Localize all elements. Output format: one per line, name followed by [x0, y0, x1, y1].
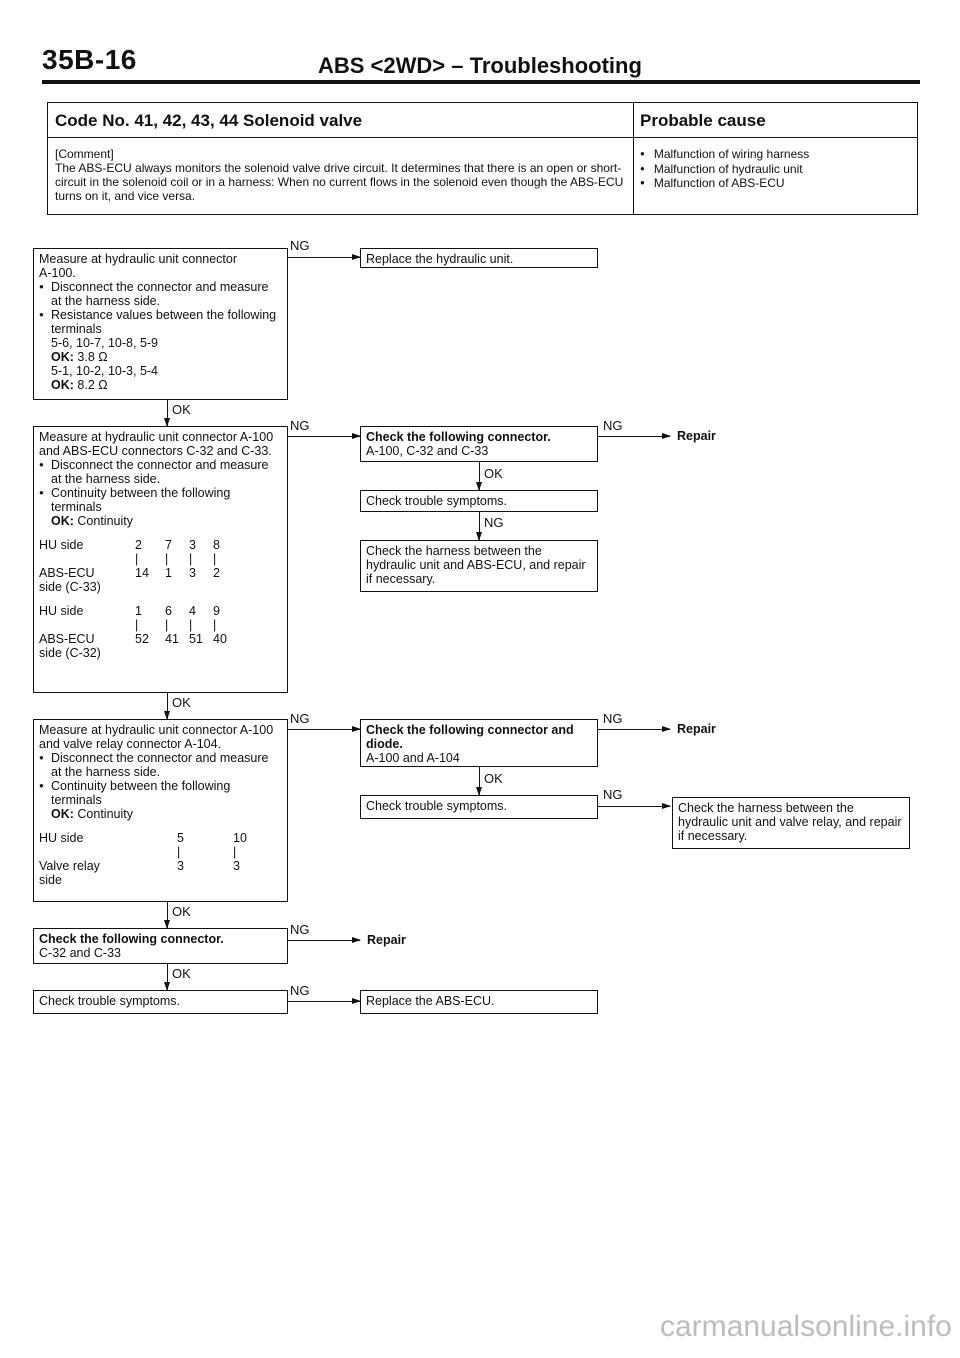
step3-trouble-box	[360, 795, 598, 819]
step2-check-title: Check the following connector.	[366, 430, 551, 444]
table-row-label: side (C-33)	[39, 580, 101, 594]
probable-cause-list	[640, 148, 809, 192]
replace-abs-ecu-box	[360, 990, 598, 1014]
comment-label: [Comment]	[55, 147, 114, 161]
step3-ok-label: OK:	[51, 807, 74, 821]
step2-bullet2: ● Continuity between the following terminals	[39, 486, 282, 514]
step3-check-ng-label: NG	[603, 711, 623, 726]
step2-trouble-ng-label: NG	[484, 515, 504, 530]
table-row-label: HU side	[39, 538, 84, 552]
step3-check-ok-arrow	[479, 767, 480, 795]
table-cell: 41	[165, 632, 179, 646]
cause-item: ● Malfunction of ABS-ECU	[640, 177, 809, 192]
step1-box	[33, 248, 288, 400]
step2-ok-value: Continuity	[77, 514, 133, 528]
header-column-divider	[633, 103, 634, 214]
table-cell: 3	[233, 859, 240, 873]
step2-harness-box	[360, 540, 598, 592]
step1-ng-arrow	[288, 257, 360, 258]
page-title: ABS <2WD> – Troubleshooting	[318, 53, 642, 78]
step3-repair: Repair	[677, 722, 716, 736]
step3-check-connector-box	[360, 719, 598, 767]
step5-ng-arrow	[288, 1001, 360, 1002]
table-cell: 1	[165, 566, 172, 580]
step2-trouble-text: Check trouble symptoms.	[366, 494, 508, 508]
step3-check-sub: A-100 and A-104	[366, 751, 460, 765]
table-cell: 6	[165, 604, 172, 618]
step5-box	[33, 990, 288, 1014]
step2-check-ok-label: OK	[484, 466, 503, 481]
replace-hydraulic-unit-box	[360, 248, 598, 268]
step4-ok-arrow	[167, 964, 168, 990]
step3-terminal-table: HU side 5 10 | | Valve relay 3 3	[39, 831, 282, 873]
step2-terminal-table-c33: HU side 2 7 3 8 | | | | ABS-ECU 14 1 3 2	[39, 538, 282, 580]
step3-trouble-ng-arrow	[598, 806, 670, 807]
table-cell: 4	[189, 604, 196, 618]
step1-ok-label: OK	[172, 402, 191, 417]
step3-box	[33, 719, 288, 902]
table-cell: 1	[135, 604, 142, 618]
step2-check-sub: A-100, C-32 and C-33	[366, 444, 489, 458]
step5-ng-label: NG	[290, 983, 310, 998]
step3-check-ok-label: OK	[484, 771, 503, 786]
replace-abs-ecu-text: Replace the ABS-ECU.	[366, 994, 495, 1008]
step3-ok-label: OK	[172, 904, 191, 919]
step2-trouble-box	[360, 490, 598, 512]
step1-ok-arrow	[167, 400, 168, 426]
step4-ok-label: OK	[172, 966, 191, 981]
table-row-label: ABS-ECU	[39, 632, 95, 646]
step3-trouble-ng-label: NG	[603, 787, 623, 802]
step4-ng-label: NG	[290, 922, 310, 937]
step2-check-ng-label: NG	[603, 418, 623, 433]
probable-cause-title: Probable cause	[640, 111, 766, 130]
step1-line2: A-100.	[39, 266, 76, 280]
step3-bullet2: ● Continuity between the following terminals	[39, 779, 282, 807]
step2-box	[33, 426, 288, 693]
step2-check-ng-arrow	[598, 436, 670, 437]
table-row-label: side	[39, 873, 62, 887]
step4-box	[33, 928, 288, 964]
step3-ok-value: Continuity	[77, 807, 133, 821]
table-cell: 2	[135, 538, 142, 552]
table-row-label: HU side	[39, 604, 84, 618]
step1-ok2-value: 8.2 Ω	[77, 378, 108, 392]
step3-ng-label: NG	[290, 711, 310, 726]
step1-ng-label: NG	[290, 238, 310, 253]
step2-ng-label: NG	[290, 418, 310, 433]
step1-bullet2: ● Resistance values between the following terminals	[39, 308, 282, 336]
step3-harness-text: Check the harness between the hydraulic unit and valve relay, and repair if necessary.	[678, 801, 902, 843]
step1-terms2: 5-1, 10-2, 10-3, 5-4	[51, 364, 159, 378]
step2-ok-label: OK:	[51, 514, 74, 528]
table-cell: 3	[189, 566, 196, 580]
table-cell: 10	[233, 831, 247, 845]
step2-ok-label: OK	[172, 695, 191, 710]
step1-terms1: 5-6, 10-7, 10-8, 5-9	[51, 336, 159, 350]
step2-ng-arrow	[288, 436, 360, 437]
step1-ok1-value: 3.8 Ω	[77, 350, 108, 364]
replace-hydraulic-unit-text: Replace the hydraulic unit.	[366, 252, 514, 266]
step2-repair: Repair	[677, 429, 716, 443]
step2-line1: Measure at hydraulic unit connector A-100 and ABS-ECU connectors C-32 and C-33.	[39, 430, 274, 458]
table-cell: 8	[213, 538, 220, 552]
step2-check-ok-arrow	[479, 462, 480, 490]
header-divider	[48, 137, 917, 138]
step3-line1: Measure at hydraulic unit connector A-100 and valve relay connector A-104.	[39, 723, 274, 751]
table-cell: 7	[165, 538, 172, 552]
table-cell: 52	[135, 632, 149, 646]
title-rule	[42, 80, 920, 84]
table-cell: 9	[213, 604, 220, 618]
step5-text: Check trouble symptoms.	[39, 994, 181, 1008]
step3-check-title: Check the following connector and diode.	[366, 723, 574, 751]
step4-repair: Repair	[367, 933, 406, 947]
page-number: 35B-16	[42, 44, 137, 75]
table-cell: 40	[213, 632, 227, 646]
comment-text: The ABS-ECU always monitors the solenoid valve drive circuit. It determines that there is an open or short-circuit in the solenoid coil or in a harness: When no current flows in the solenoid even though the ABS-ECU turns on it, and vice versa.	[55, 161, 624, 203]
table-cell: 3	[177, 859, 184, 873]
table-row-label: HU side	[39, 831, 84, 845]
step2-check-connector-box	[360, 426, 598, 462]
comment-block	[55, 147, 630, 203]
step2-harness-text: Check the harness between the hydraulic unit and ABS-ECU, and repair if necessary.	[366, 544, 586, 586]
table-cell: 3	[189, 538, 196, 552]
step2-terminal-table-c32: HU side 1 6 4 9 | | | | ABS-ECU 52 41 51 40	[39, 604, 282, 646]
step4-ng-arrow	[288, 940, 360, 941]
cause-item: ● Malfunction of wiring harness	[640, 148, 809, 163]
cause-item: ● Malfunction of hydraulic unit	[640, 163, 809, 178]
step1-ok1-label: OK:	[51, 350, 74, 364]
code-title: Code No. 41, 42, 43, 44 Solenoid valve	[55, 111, 363, 130]
table-row-label: Valve relay	[39, 859, 100, 873]
step2-ok-arrow	[167, 693, 168, 719]
step3-harness-box	[672, 797, 910, 849]
step3-trouble-text: Check trouble symptoms.	[366, 799, 508, 813]
table-cell: 51	[189, 632, 203, 646]
table-cell: 2	[213, 566, 220, 580]
watermark: carmanualsonline.info	[660, 1310, 952, 1343]
step1-ok2-label: OK:	[51, 378, 74, 392]
table-cell: 14	[135, 566, 149, 580]
step4-sub: C-32 and C-33	[39, 946, 121, 960]
step3-ng-arrow	[288, 729, 360, 730]
table-cell: 5	[177, 831, 184, 845]
step1-line1: Measure at hydraulic unit connector	[39, 252, 238, 266]
step3-ok-arrow	[167, 902, 168, 928]
step1-bullet1: ● Disconnect the connector and measure at the harness side.	[39, 280, 282, 308]
step2-trouble-ng-arrow	[479, 512, 480, 540]
step2-bullet1: ● Disconnect the connector and measure at the harness side.	[39, 458, 282, 486]
step3-bullet1: ● Disconnect the connector and measure at the harness side.	[39, 751, 282, 779]
step4-title: Check the following connector.	[39, 932, 224, 946]
table-row-label: side (C-32)	[39, 646, 101, 660]
table-row-label: ABS-ECU	[39, 566, 95, 580]
code-header-table	[47, 102, 918, 215]
step3-check-ng-arrow	[598, 729, 670, 730]
